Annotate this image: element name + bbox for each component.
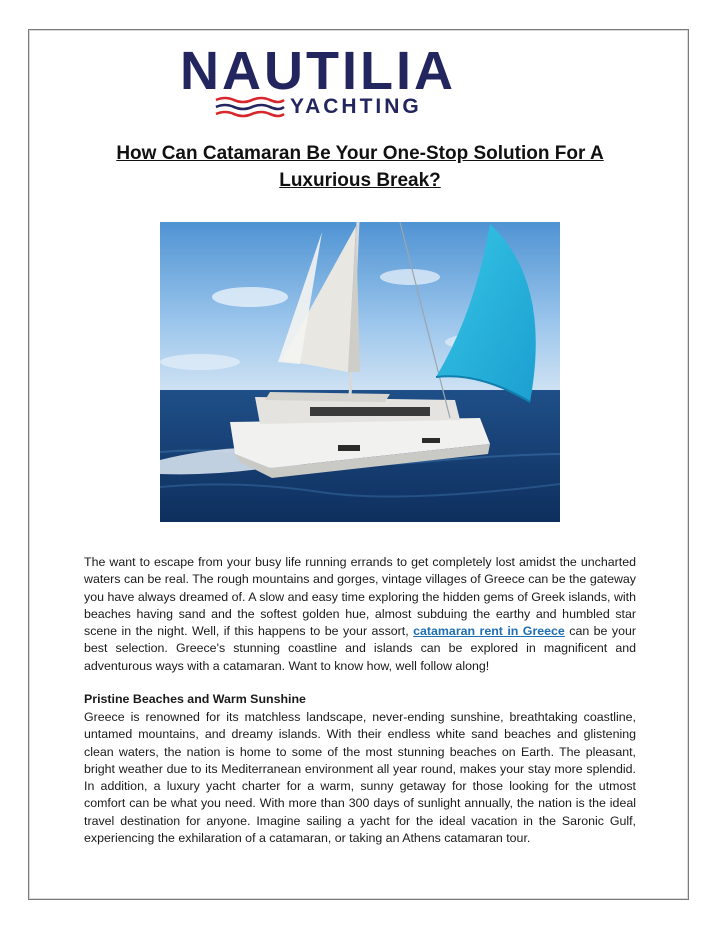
intro-paragraph [84, 554, 636, 675]
section-paragraph: Greece is renowned for its matchless landscape, never-ending sunshine, breathtaking coastline, untamed mountains, and dreamy islands. With their endless white sand beaches and glistening clean waters, the nation is home to some of the most stunning beaches on Earth. The pleasant, bright weather due to its Mediterranean environment all year round, makes your stay more splendid. In addition, a luxury yacht charter for a warm, sunny getaway for those looking for the utmost comfort can be what you need. With more than 300 days of sunlight annually, the nation is the ideal travel destination for anyone. Imagine sailing a yacht for the ideal vacation in the Saronic Gulf, experiencing the exhilaration of a catamaran, or taking an Athens catamaran tour. [84, 710, 636, 846]
brand-logo [170, 42, 490, 122]
intro-text-end: can be your best selection. Greece's stunning coastline and islands can be explored in magnificent and adventurous ways with a catamaran. Want to know how, well follow along! [84, 624, 636, 673]
catamaran-rent-link[interactable]: catamaran rent in Greece [413, 624, 565, 639]
catamaran-photo [160, 222, 560, 522]
section-heading: Pristine Beaches and Warm Sunshine [84, 692, 306, 706]
waves-icon [214, 96, 286, 118]
logo-wordmark: NAUTILIA [180, 41, 456, 101]
article-title: How Can Catamaran Be Your One-Stop Solution For A Luxurious Break? [116, 143, 604, 191]
logo-tagline: YACHTING [290, 95, 422, 118]
intro-text-start: The want to escape from your busy life running errands to get completely lost amidst the uncharted waters can be real. The rough mountains and gorges, vintage villages of Greece can be the gateway you have always dreamed of. A slow and easy time exploring the hidden gems of Greek islands, with beaches having sand and the softest golden hue, almost subduing the earthy and humbled star scene in the night. Well, if this happens to be your assort, [84, 555, 636, 639]
